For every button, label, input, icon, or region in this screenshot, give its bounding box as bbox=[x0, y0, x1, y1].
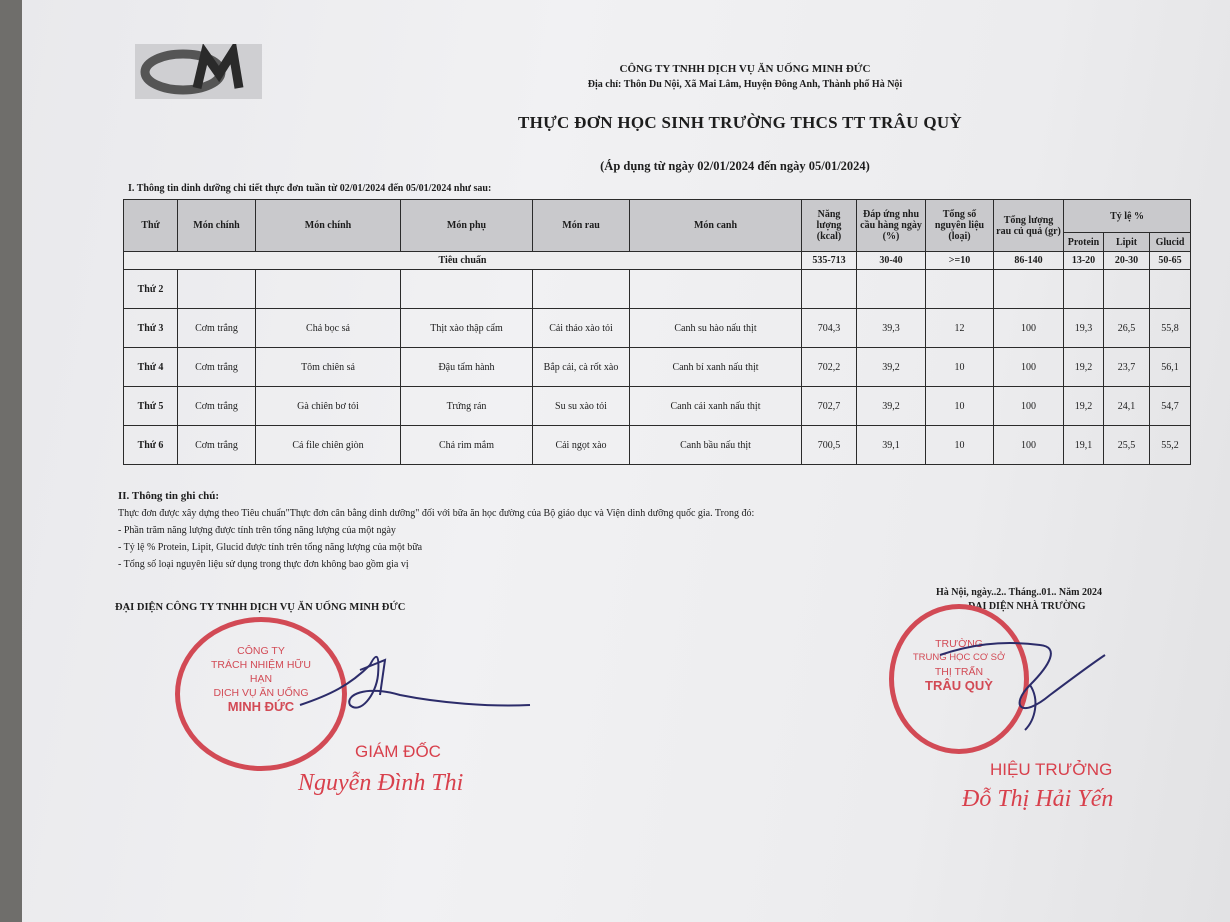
cell-dap-ung: 39,1 bbox=[857, 426, 926, 465]
cell-dap-ung: 39,2 bbox=[857, 348, 926, 387]
header-tong-luong-rau: Tổng lượng rau củ quả (gr) bbox=[994, 200, 1064, 252]
document-title: THỰC ĐƠN HỌC SINH TRƯỜNG THCS TT TRÂU QUỲ bbox=[518, 113, 962, 132]
cell-protein: 19,1 bbox=[1064, 426, 1104, 465]
cell-mon-canh: Canh cải xanh nấu thịt bbox=[630, 387, 802, 426]
cell-protein: 19,3 bbox=[1064, 309, 1104, 348]
standard-lipit: 20-30 bbox=[1104, 252, 1150, 270]
header-protein: Protein bbox=[1064, 233, 1104, 252]
cell-thu: Thứ 6 bbox=[124, 426, 178, 465]
table-row bbox=[124, 348, 1191, 387]
standard-tong-nguyen-lieu: >=10 bbox=[926, 252, 994, 270]
header-mon-canh: Món canh bbox=[630, 200, 802, 252]
director-title: GIÁM ĐỐC bbox=[355, 742, 441, 761]
cell-nang-luong: 702,7 bbox=[802, 387, 857, 426]
cell-glucid: 56,1 bbox=[1150, 348, 1191, 387]
cell-lipit: 25,5 bbox=[1104, 426, 1150, 465]
company-logo bbox=[135, 44, 262, 99]
cell-tong-luong-rau bbox=[994, 270, 1064, 309]
cell-tong-nguyen-lieu: 12 bbox=[926, 309, 994, 348]
table-row bbox=[124, 270, 1191, 309]
cell-protein: 19,2 bbox=[1064, 348, 1104, 387]
cell-mon-rau: Cải thảo xào tỏi bbox=[533, 309, 630, 348]
header-thu: Thứ bbox=[124, 200, 178, 252]
cell-mon-phu: Trứng rán bbox=[401, 387, 533, 426]
cell-mon-chinh-2: Gà chiên bơ tỏi bbox=[256, 387, 401, 426]
header-mon-phu: Món phụ bbox=[401, 200, 533, 252]
company-representative-label: ĐẠI DIỆN CÔNG TY TNHH DỊCH VỤ ĂN UỐNG MINH ĐỨC bbox=[115, 602, 406, 613]
standard-label: Tiêu chuẩn bbox=[124, 252, 802, 270]
cell-thu: Thứ 2 bbox=[124, 270, 178, 309]
cell-dap-ung bbox=[857, 270, 926, 309]
notes-intro: Thực đơn được xây dựng theo Tiêu chuẩn"Thực đơn cân bằng dinh dưỡng" đối với bữa ăn học đường của Bộ giáo dục và Viện dinh dưỡng quốc gia. Trong đó: bbox=[118, 508, 755, 519]
header-glucid: Glucid bbox=[1150, 233, 1191, 252]
cell-mon-rau bbox=[533, 270, 630, 309]
cell-lipit bbox=[1104, 270, 1150, 309]
principal-signature-icon bbox=[930, 625, 1120, 735]
cell-tong-luong-rau: 100 bbox=[994, 426, 1064, 465]
header-mon-chinh-1: Món chính bbox=[178, 200, 256, 252]
principal-name: Đỗ Thị Hải Yến bbox=[962, 786, 1114, 812]
cell-mon-chinh-1: Cơm trắng bbox=[178, 387, 256, 426]
standard-row bbox=[124, 252, 1191, 270]
menu-table bbox=[123, 199, 1191, 465]
director-name: Nguyễn Đình Thi bbox=[298, 770, 464, 796]
cell-lipit: 26,5 bbox=[1104, 309, 1150, 348]
cell-mon-chinh-1: Cơm trắng bbox=[178, 426, 256, 465]
standard-dap-ung: 30-40 bbox=[857, 252, 926, 270]
standard-glucid: 50-65 bbox=[1150, 252, 1191, 270]
cell-protein: 19,2 bbox=[1064, 387, 1104, 426]
cell-tong-nguyen-lieu bbox=[926, 270, 994, 309]
cell-tong-nguyen-lieu: 10 bbox=[926, 387, 994, 426]
header-lipit: Lipit bbox=[1104, 233, 1150, 252]
cell-dap-ung: 39,3 bbox=[857, 309, 926, 348]
cm-logo-icon bbox=[135, 44, 262, 99]
header-mon-chinh-2: Món chính bbox=[256, 200, 401, 252]
document-subtitle: (Áp dụng từ ngày 02/01/2024 đến ngày 05/01/2024) bbox=[600, 159, 870, 173]
section-1-heading: I. Thông tin dinh dưỡng chi tiết thực đơn tuần từ 02/01/2024 đến 05/01/2024 như sau: bbox=[128, 183, 492, 194]
cell-mon-canh: Canh su hào nấu thịt bbox=[630, 309, 802, 348]
header-mon-rau: Món rau bbox=[533, 200, 630, 252]
cell-tong-luong-rau: 100 bbox=[994, 387, 1064, 426]
table-row bbox=[124, 387, 1191, 426]
notes-item: - Tổng số loại nguyên liệu sử dụng trong thực đơn không bao gồm gia vị bbox=[118, 559, 409, 570]
header-dap-ung: Đáp ứng nhu cầu hàng ngày (%) bbox=[857, 200, 926, 252]
cell-lipit: 23,7 bbox=[1104, 348, 1150, 387]
header-tong-nguyen-lieu: Tổng số nguyên liệu (loại) bbox=[926, 200, 994, 252]
cell-mon-phu: Thịt xào thập cẩm bbox=[401, 309, 533, 348]
cell-tong-luong-rau: 100 bbox=[994, 348, 1064, 387]
cell-nang-luong: 702,2 bbox=[802, 348, 857, 387]
cell-glucid: 54,7 bbox=[1150, 387, 1191, 426]
date-line: Hà Nội, ngày..2.. Tháng..01.. Năm 2024 bbox=[936, 587, 1102, 598]
cell-mon-canh: Canh bầu nấu thịt bbox=[630, 426, 802, 465]
cell-mon-chinh-2: Chả bọc sả bbox=[256, 309, 401, 348]
cell-protein bbox=[1064, 270, 1104, 309]
cell-thu: Thứ 5 bbox=[124, 387, 178, 426]
cell-mon-rau: Bắp cải, cà rốt xào bbox=[533, 348, 630, 387]
notes-section bbox=[118, 488, 754, 573]
cell-tong-nguyen-lieu: 10 bbox=[926, 426, 994, 465]
cell-glucid bbox=[1150, 270, 1191, 309]
company-name: CÔNG TY TNHH DỊCH VỤ ĂN UỐNG MINH ĐỨC bbox=[619, 63, 871, 75]
cell-mon-rau: Su su xào tỏi bbox=[533, 387, 630, 426]
standard-nang-luong: 535-713 bbox=[802, 252, 857, 270]
cell-tong-luong-rau: 100 bbox=[994, 309, 1064, 348]
cell-mon-phu: Chả rim mắm bbox=[401, 426, 533, 465]
cell-lipit: 24,1 bbox=[1104, 387, 1150, 426]
cell-mon-chinh-2: Tôm chiên sả bbox=[256, 348, 401, 387]
cell-mon-chinh-1: Cơm trắng bbox=[178, 309, 256, 348]
company-address: Địa chỉ: Thôn Du Nội, Xã Mai Lâm, Huyện Đông Anh, Thành phố Hà Nội bbox=[587, 79, 903, 90]
cell-glucid: 55,2 bbox=[1150, 426, 1191, 465]
cell-tong-nguyen-lieu: 10 bbox=[926, 348, 994, 387]
cell-mon-rau: Cải ngọt xào bbox=[533, 426, 630, 465]
company-stamp-text: CÔNG TY TRÁCH NHIỆM HỮU HẠN DỊCH VỤ ĂN UỐNG MINH ĐỨC bbox=[211, 645, 311, 714]
notes-heading: II. Thông tin ghi chú: bbox=[118, 490, 219, 502]
cell-nang-luong: 704,3 bbox=[802, 309, 857, 348]
cell-mon-phu bbox=[401, 270, 533, 309]
table-row bbox=[124, 426, 1191, 465]
cell-mon-chinh-1: Cơm trắng bbox=[178, 348, 256, 387]
cell-thu: Thứ 4 bbox=[124, 348, 178, 387]
company-header bbox=[520, 62, 970, 92]
cell-thu: Thứ 3 bbox=[124, 309, 178, 348]
cell-glucid: 55,8 bbox=[1150, 309, 1191, 348]
cell-mon-chinh-2: Cá file chiên giòn bbox=[256, 426, 401, 465]
cell-nang-luong bbox=[802, 270, 857, 309]
cell-mon-chinh-2 bbox=[256, 270, 401, 309]
standard-protein: 13-20 bbox=[1064, 252, 1104, 270]
cell-nang-luong: 700,5 bbox=[802, 426, 857, 465]
table-row bbox=[124, 309, 1191, 348]
school-stamp-text: TRƯỜNG TRUNG HỌC CƠ SỞ THỊ TRẤN TRÂU QUỲ bbox=[912, 638, 1006, 693]
notes-item: - Phần trăm năng lượng được tính trên tổng năng lượng của một ngày bbox=[118, 525, 396, 536]
header-nang-luong: Năng lượng (kcal) bbox=[802, 200, 857, 252]
cell-mon-phu: Đậu tẩm hành bbox=[401, 348, 533, 387]
cell-mon-chinh-1 bbox=[178, 270, 256, 309]
notes-item: - Tỷ lệ % Protein, Lipit, Glucid được tính trên tổng năng lượng của một bữa bbox=[118, 542, 423, 553]
cell-mon-canh bbox=[630, 270, 802, 309]
cell-dap-ung: 39,2 bbox=[857, 387, 926, 426]
school-representative-label: ĐẠI DIỆN NHÀ TRƯỜNG bbox=[968, 601, 1086, 612]
cell-mon-canh: Canh bí xanh nấu thịt bbox=[630, 348, 802, 387]
director-signature-icon bbox=[290, 645, 540, 725]
header-ty-le: Tỷ lệ % bbox=[1064, 200, 1191, 233]
standard-tong-luong-rau: 86-140 bbox=[994, 252, 1064, 270]
principal-title: HIỆU TRƯỞNG bbox=[990, 760, 1113, 779]
